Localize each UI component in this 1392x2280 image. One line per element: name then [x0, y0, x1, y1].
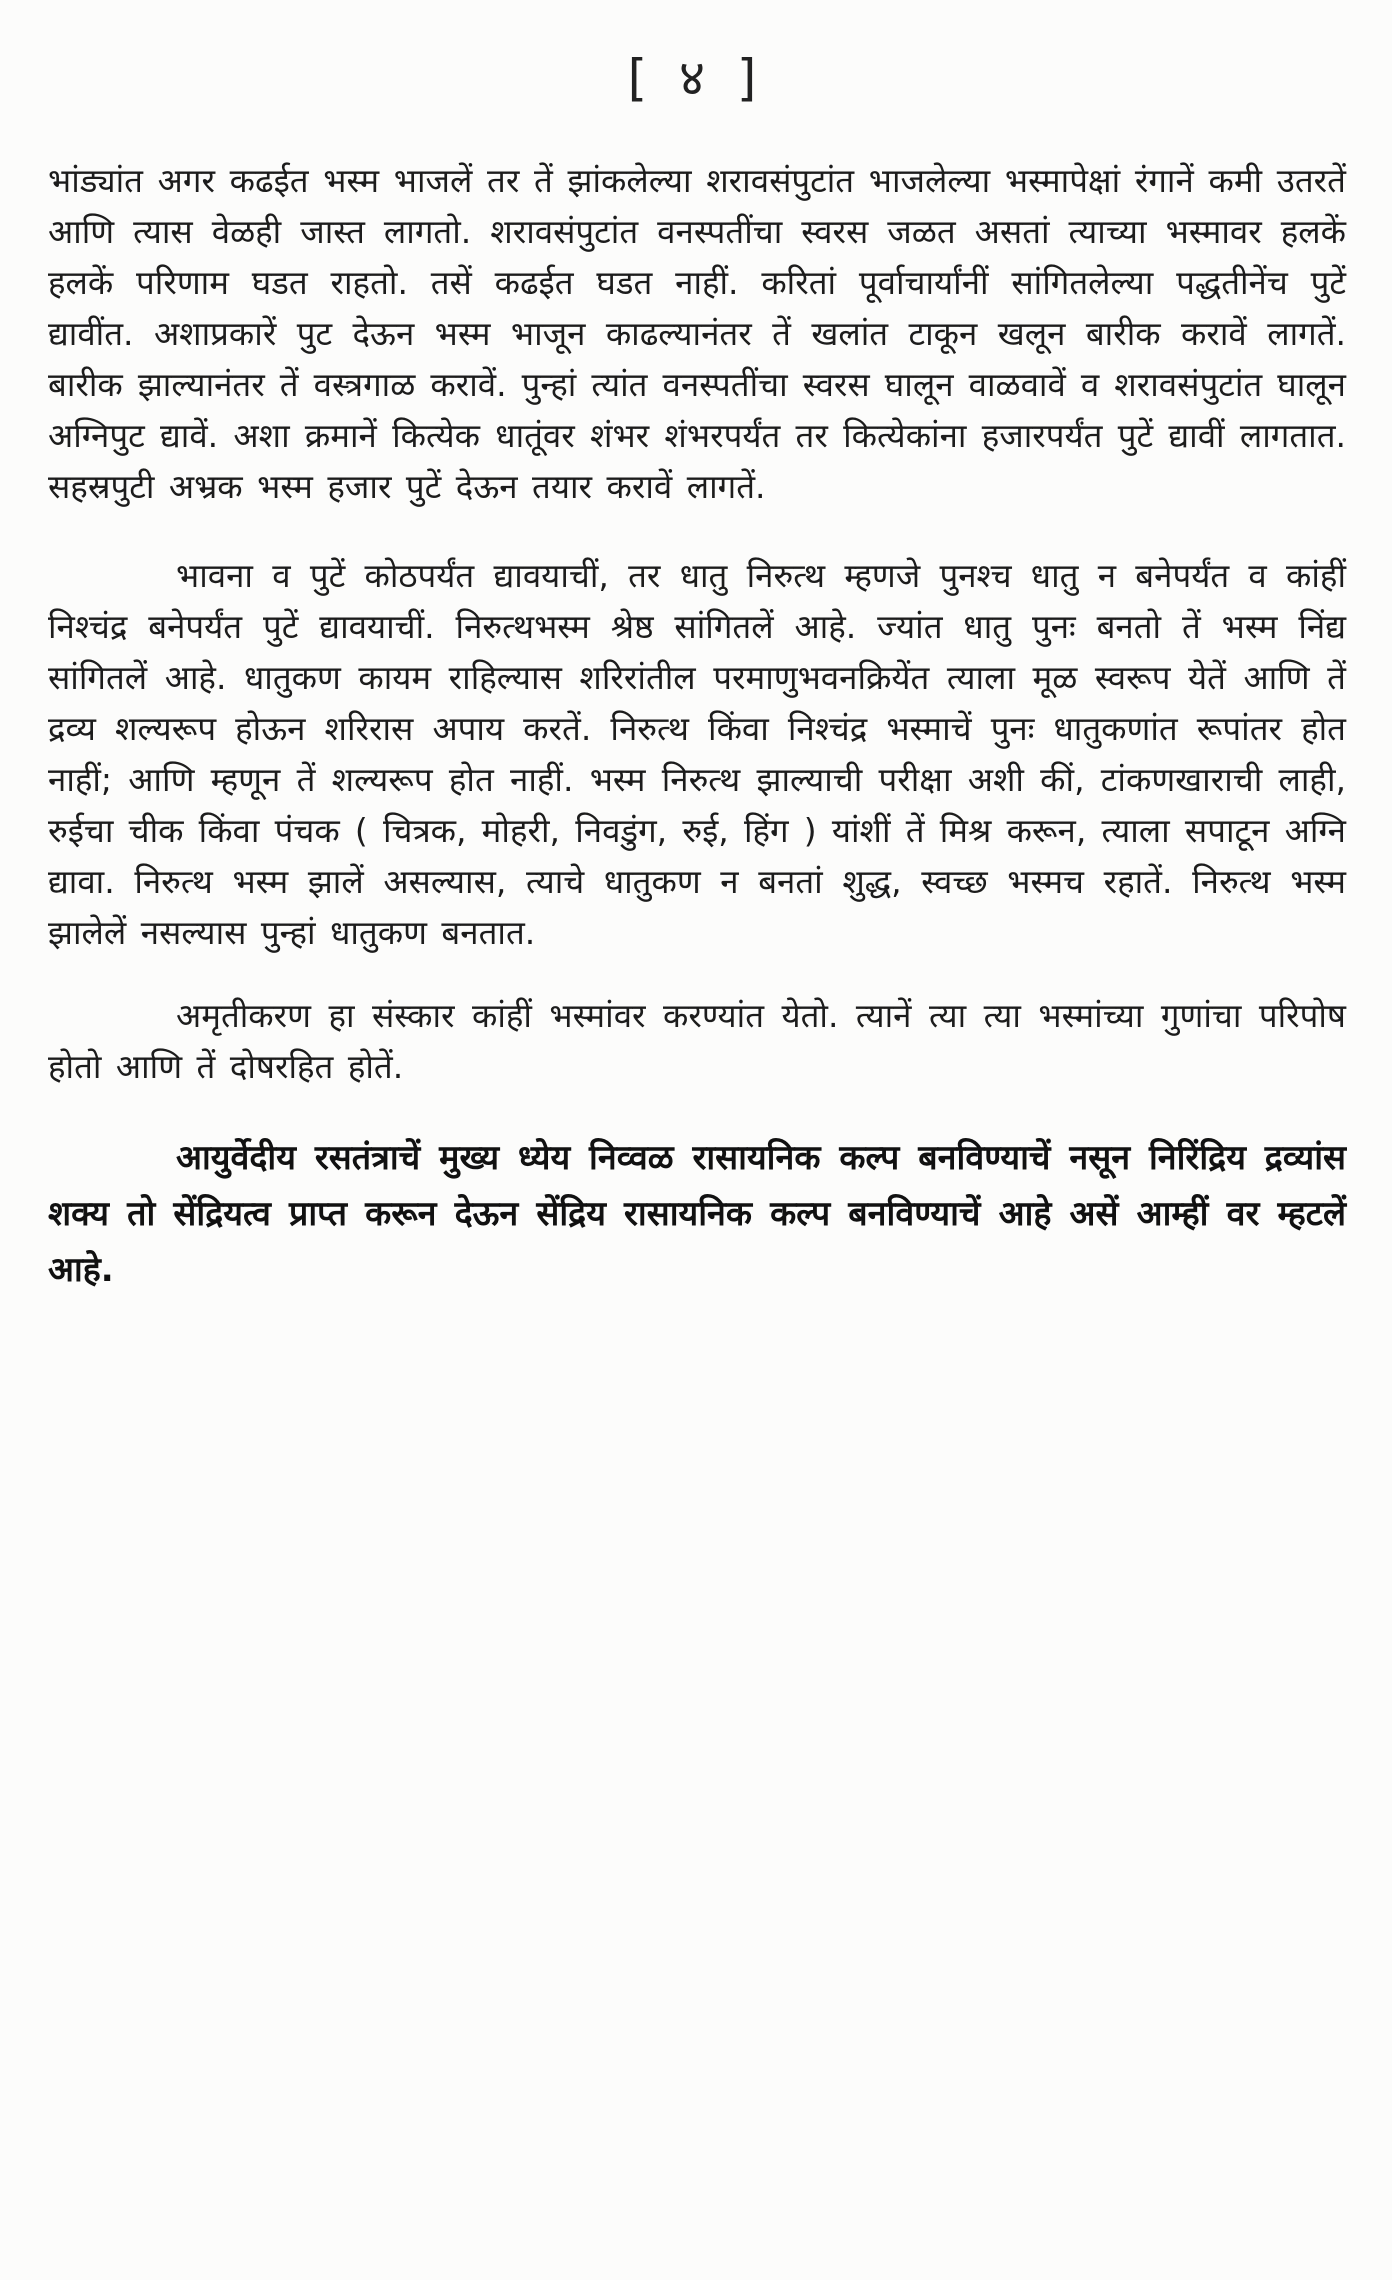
- paragraph-bhasma-process: भांड्यांत अगर कढईत भस्म भाजलें तर तें झांकलेल्या शरावसंपुटांत भाजलेल्या भस्मापेक्षां रंगानें कमी उतरतें आणि त्यास वेळही जास्त लागतो. शरावसंपुटांत वनस्पतींचा स्वरस जळत असतां त्याच्या भस्मावर हलकें हलकें परिणाम घडत राहतो. तसें कढईत घडत नाहीं. करितां पूर्वाचार्यांनीं सांगितलेल्या पद्धतीनेंच पुटें द्यावींत. अशाप्रकारें पुट देऊन भस्म भाजून काढल्यानंतर तें खलांत टाकून खलून बारीक करावें लागतें. बारीक झाल्यानंतर तें वस्त्रगाळ करावें. पुन्हां त्यांत वनस्पतींचा स्वरस घालून वाळवावें व शरावसंपुटांत घालून अग्निपुट द्यावें. अशा क्रमानें कित्येक धातूंवर शंभर शंभरपर्यंत तर कित्येकांना हजारपर्यंत पुटें द्यावीं लागतात. सहस्रपुटी अभ्रक भस्म हजार पुटें देऊन तयार करावें लागतें.: [48, 161, 1346, 506]
- page-number: [ ४ ]: [627, 49, 765, 107]
- paragraph-niruttha-test: भावना व पुटें कोठपर्यंत द्यावयाचीं, तर धातु निरुत्थ म्हणजे पुनश्च धातु न बनेपर्यंत व कांहीं निश्चंद्र बनेपर्यंत पुटें द्यावयाचीं. निरुत्थभस्म श्रेष्ठ सांगितलें आहे. ज्यांत धातु पुनः बनतो तें भस्म निंद्य सांगितलें आहे. धातुकण कायम राहिल्यास शरिरांतील परमाणुभवनक्रियेंत त्याला मूळ स्वरूप येतें आणि तें द्रव्य शल्यरूप होऊन शरिरास अपाय करतें. निरुत्थ किंवा निश्चंद्र भस्माचें पुनः धातुकणांत रूपांतर होत नाहीं; आणि म्हणून तें शल्यरूप होत नाहीं. भस्म निरुत्थ झाल्याची परीक्षा अशी कीं, टांकणखाराची लाही, रुईचा चीक किंवा पंचक ( चित्रक, मोहरी, निवडुंग, रुई, हिंग ) यांशीं तें मिश्र करून, त्याला सपाटून अग्नि द्यावा. निरुत्थ भस्म झालें असल्यास, त्याचे धातुकण न बनतां शुद्ध, स्वच्छ भस्मच रहातें. निरुत्थ भस्म झालेलें नसल्यास पुन्हां धातुकण बनतात.: [48, 556, 1346, 952]
- body-text: [48, 155, 1346, 1298]
- paragraph-amritikaran: अमृतीकरण हा संस्कार कांहीं भस्मांवर करण्यांत येतो. त्यानें त्या त्या भस्मांच्या गुणांचा परिपोष होतो आणि तें दोषरहित होतें.: [48, 996, 1346, 1086]
- paragraph-rasatantra-goal: आयुर्वेदीय रसतंत्राचें मुख्य ध्येय निव्वळ रासायनिक कल्प बनविण्याचें नसून निरिंद्रिय द्रव्यांस शक्य तो सेंद्रियत्व प्राप्त करून देऊन सेंद्रिय रासायनिक कल्प बनविण्याचें आहे असें आम्हीं वर म्हटलें आहे.: [48, 1138, 1346, 1290]
